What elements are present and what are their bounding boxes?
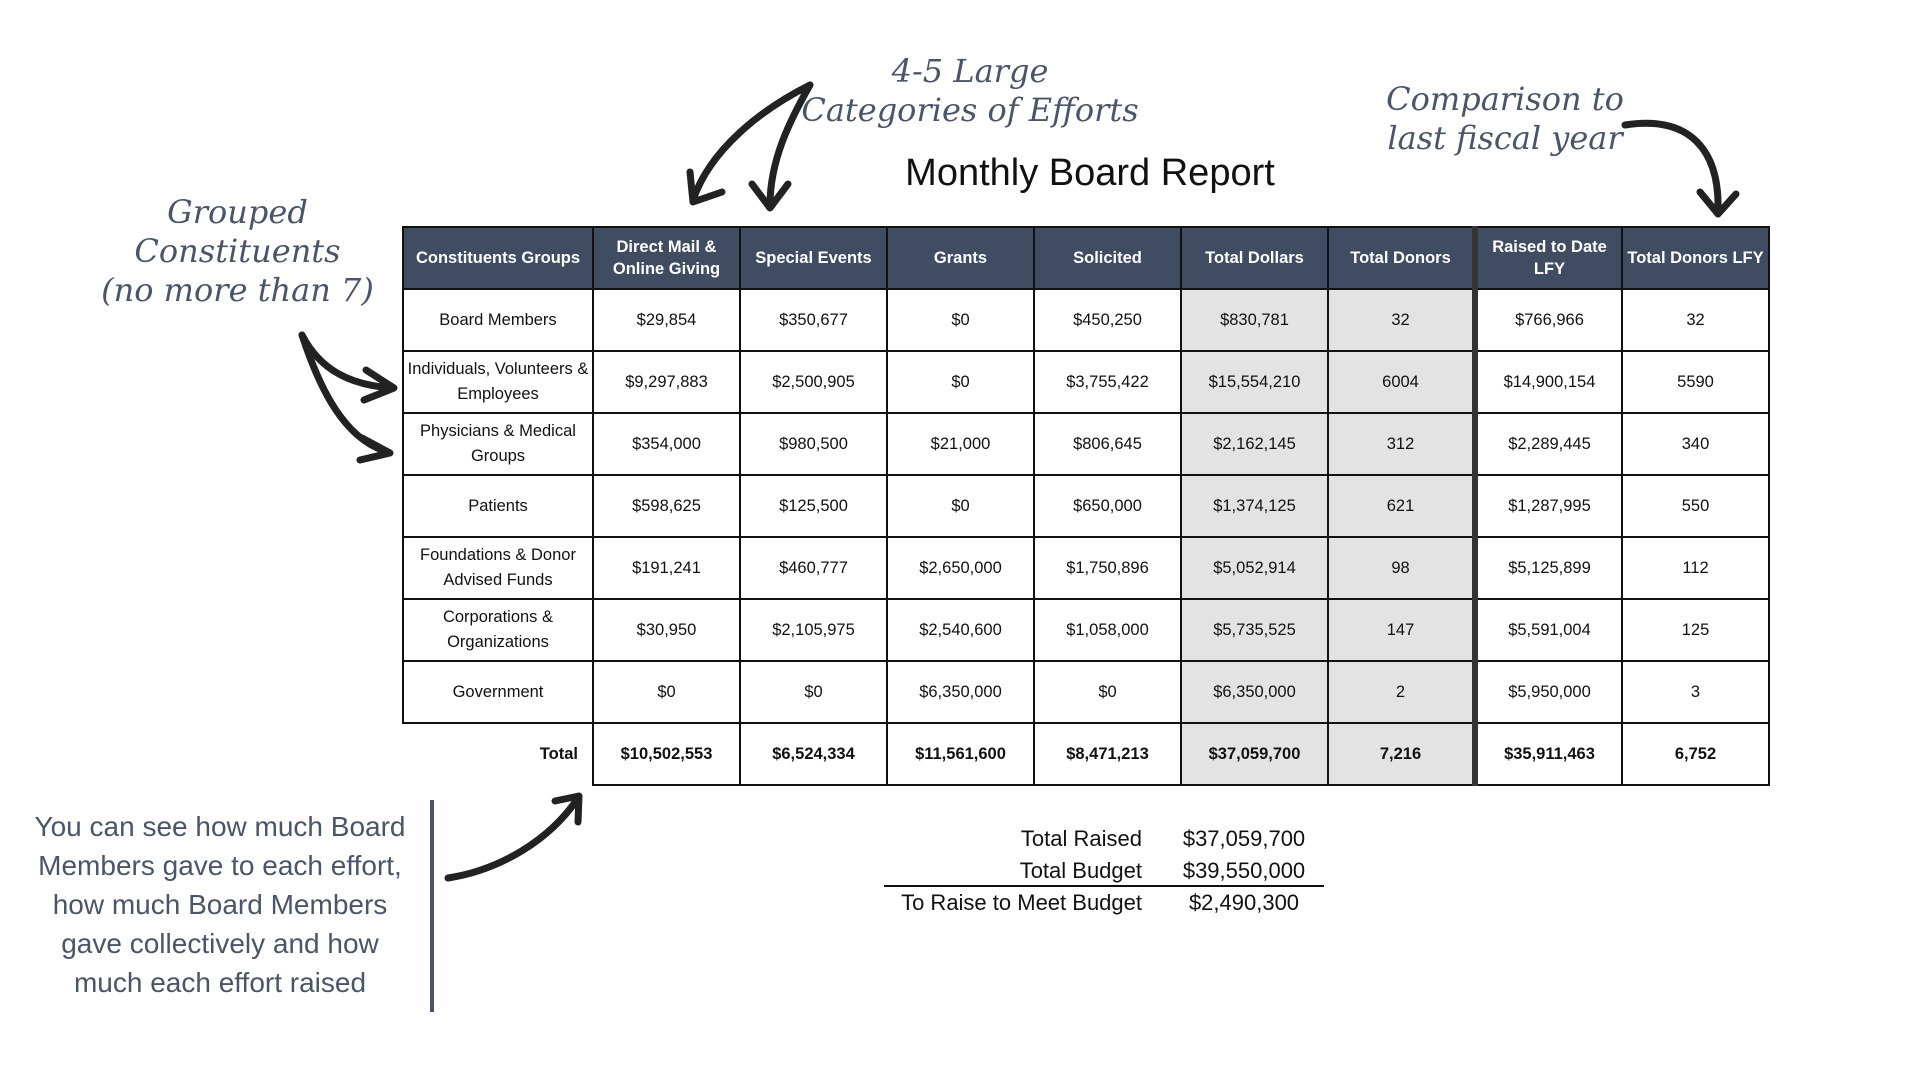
total-cell: $11,561,600 bbox=[887, 723, 1034, 785]
total-cell: $6,524,334 bbox=[740, 723, 887, 785]
table-cell: $5,950,000 bbox=[1475, 661, 1622, 723]
arrowhead-physicians-icon bbox=[360, 438, 390, 460]
efforts-annotation bbox=[800, 52, 1140, 130]
header-cell: Direct Mail & Online Giving bbox=[593, 227, 740, 289]
table-cell: $5,052,914 bbox=[1181, 537, 1328, 599]
table-cell: $0 bbox=[887, 351, 1034, 413]
table-cell: $3,755,422 bbox=[1034, 351, 1181, 413]
grouped-annotation-line2: Constituents bbox=[134, 232, 341, 270]
table-cell: $1,374,125 bbox=[1181, 475, 1328, 537]
table-cell: $766,966 bbox=[1475, 289, 1622, 351]
bottom-note-bar bbox=[430, 800, 434, 1012]
table-cell: $1,287,995 bbox=[1475, 475, 1622, 537]
efforts-annotation-line2: Categories of Efforts bbox=[801, 91, 1139, 129]
grouped-annotation-line1: Grouped bbox=[167, 193, 308, 231]
total-budget-label: Total Budget bbox=[1019, 858, 1142, 883]
total-budget-row bbox=[884, 855, 1324, 887]
arrow-to-direct-mail-icon bbox=[693, 85, 810, 200]
table-cell: 6004 bbox=[1328, 351, 1475, 413]
report-title: Monthly Board Report bbox=[905, 152, 1275, 194]
table-cell: $2,162,145 bbox=[1181, 413, 1328, 475]
table-cell: $1,058,000 bbox=[1034, 599, 1181, 661]
table-cell: $460,777 bbox=[740, 537, 887, 599]
table-cell: $2,500,905 bbox=[740, 351, 887, 413]
table-row bbox=[403, 475, 1769, 537]
total-raised-label: Total Raised bbox=[1020, 826, 1142, 851]
to-raise-label: To Raise to Meet Budget bbox=[901, 890, 1142, 915]
total-cell: $10,502,553 bbox=[593, 723, 740, 785]
header-cell: Special Events bbox=[740, 227, 887, 289]
arrowhead-individuals-icon bbox=[364, 370, 394, 400]
table-cell: $0 bbox=[887, 475, 1034, 537]
bottom-note bbox=[20, 807, 420, 1002]
total-cell: 7,216 bbox=[1328, 723, 1475, 785]
totals-row bbox=[403, 723, 1769, 785]
table-cell: 125 bbox=[1622, 599, 1769, 661]
total-budget-value: $39,550,000 bbox=[1182, 858, 1306, 883]
bottom-note-line3: how much Board Members bbox=[52, 889, 388, 920]
table-cell: 2 bbox=[1328, 661, 1475, 723]
to-raise-row bbox=[884, 887, 1324, 919]
table-cell: 32 bbox=[1622, 289, 1769, 351]
arrow-to-physicians-icon bbox=[302, 335, 388, 452]
table-cell: 312 bbox=[1328, 413, 1475, 475]
table-cell: 32 bbox=[1328, 289, 1475, 351]
arrow-to-lfy-icon bbox=[1625, 123, 1718, 212]
header-cell: Raised to Date LFY bbox=[1475, 227, 1622, 289]
table-cell: $830,781 bbox=[1181, 289, 1328, 351]
table-cell: $980,500 bbox=[740, 413, 887, 475]
table-cell: $15,554,210 bbox=[1181, 351, 1328, 413]
table-cell: $14,900,154 bbox=[1475, 351, 1622, 413]
total-raised-row bbox=[884, 823, 1324, 855]
grouped-annotation bbox=[100, 193, 375, 310]
table-cell: $6,350,000 bbox=[1181, 661, 1328, 723]
bottom-note-line2: Members gave to each effort, bbox=[38, 850, 402, 881]
table-cell: 340 bbox=[1622, 413, 1769, 475]
total-cell: 6,752 bbox=[1622, 723, 1769, 785]
group-cell: Patients bbox=[403, 475, 593, 537]
table-row bbox=[403, 289, 1769, 351]
table-cell: 112 bbox=[1622, 537, 1769, 599]
table-cell: $2,650,000 bbox=[887, 537, 1034, 599]
table-cell: $2,105,975 bbox=[740, 599, 887, 661]
arrow-to-individuals-icon bbox=[302, 335, 392, 388]
group-cell: Individuals, Volunteers & Employees bbox=[403, 351, 593, 413]
arrow-to-board-members-icon bbox=[448, 798, 578, 878]
header-cell: Total Donors LFY bbox=[1622, 227, 1769, 289]
efforts-annotation-line1: 4-5 Large bbox=[891, 52, 1049, 90]
bottom-note-line4: gave collectively and how bbox=[61, 928, 379, 959]
budget-summary bbox=[884, 823, 1324, 919]
lfy-annotation-line2: last fiscal year bbox=[1387, 119, 1623, 157]
table-cell: 5590 bbox=[1622, 351, 1769, 413]
table-cell: $350,677 bbox=[740, 289, 887, 351]
table-cell: 3 bbox=[1622, 661, 1769, 723]
budget-divider bbox=[884, 885, 1324, 887]
table-cell: $1,750,896 bbox=[1034, 537, 1181, 599]
bottom-note-line5: much each effort raised bbox=[73, 967, 367, 998]
header-row bbox=[403, 227, 1769, 289]
table-cell: $598,625 bbox=[593, 475, 740, 537]
table-cell: $806,645 bbox=[1034, 413, 1181, 475]
total-cell: $8,471,213 bbox=[1034, 723, 1181, 785]
bottom-note-line1: You can see how much Board bbox=[34, 811, 406, 842]
total-label: Total bbox=[403, 723, 593, 785]
table-cell: 550 bbox=[1622, 475, 1769, 537]
lfy-annotation-line1: Comparison to bbox=[1386, 80, 1624, 118]
arrowhead-special-events-icon bbox=[752, 184, 788, 208]
arrowhead-lfy-icon bbox=[1700, 192, 1736, 214]
table-cell: $125,500 bbox=[740, 475, 887, 537]
table-row bbox=[403, 413, 1769, 475]
group-cell: Board Members bbox=[403, 289, 593, 351]
board-report-table bbox=[402, 226, 1770, 786]
group-cell: Foundations & Donor Advised Funds bbox=[403, 537, 593, 599]
arrowhead-board-members-icon bbox=[555, 796, 579, 822]
table-row bbox=[403, 537, 1769, 599]
table-cell: $5,125,899 bbox=[1475, 537, 1622, 599]
header-cell: Constituents Groups bbox=[403, 227, 593, 289]
lfy-annotation bbox=[1380, 80, 1630, 158]
table-cell: $2,540,600 bbox=[887, 599, 1034, 661]
table-cell: $9,297,883 bbox=[593, 351, 740, 413]
group-cell: Government bbox=[403, 661, 593, 723]
table-row bbox=[403, 351, 1769, 413]
table-cell: $29,854 bbox=[593, 289, 740, 351]
table-cell: $6,350,000 bbox=[887, 661, 1034, 723]
table-cell: $2,289,445 bbox=[1475, 413, 1622, 475]
grouped-annotation-line3: (no more than 7) bbox=[101, 271, 374, 309]
table-cell: $0 bbox=[740, 661, 887, 723]
table-cell: $354,000 bbox=[593, 413, 740, 475]
header-cell: Total Dollars bbox=[1181, 227, 1328, 289]
table-cell: 147 bbox=[1328, 599, 1475, 661]
table-row bbox=[403, 599, 1769, 661]
header-cell: Total Donors bbox=[1328, 227, 1475, 289]
table-cell: $0 bbox=[1034, 661, 1181, 723]
table-cell: $21,000 bbox=[887, 413, 1034, 475]
to-raise-value: $2,490,300 bbox=[1188, 890, 1300, 915]
table-cell: $5,591,004 bbox=[1475, 599, 1622, 661]
header-cell: Solicited bbox=[1034, 227, 1181, 289]
group-cell: Corporations & Organizations bbox=[403, 599, 593, 661]
table-cell: $191,241 bbox=[593, 537, 740, 599]
table-cell: $0 bbox=[593, 661, 740, 723]
table-cell: 621 bbox=[1328, 475, 1475, 537]
total-cell: $37,059,700 bbox=[1181, 723, 1328, 785]
header-cell: Grants bbox=[887, 227, 1034, 289]
table-cell: $650,000 bbox=[1034, 475, 1181, 537]
arrowhead-direct-mail-icon bbox=[690, 172, 722, 202]
table-cell: 98 bbox=[1328, 537, 1475, 599]
table-cell: $0 bbox=[887, 289, 1034, 351]
table-cell: $30,950 bbox=[593, 599, 740, 661]
group-cell: Physicians & Medical Groups bbox=[403, 413, 593, 475]
table-cell: $5,735,525 bbox=[1181, 599, 1328, 661]
table-cell: $450,250 bbox=[1034, 289, 1181, 351]
total-raised-value: $37,059,700 bbox=[1182, 826, 1306, 851]
table-row bbox=[403, 661, 1769, 723]
total-cell: $35,911,463 bbox=[1475, 723, 1622, 785]
